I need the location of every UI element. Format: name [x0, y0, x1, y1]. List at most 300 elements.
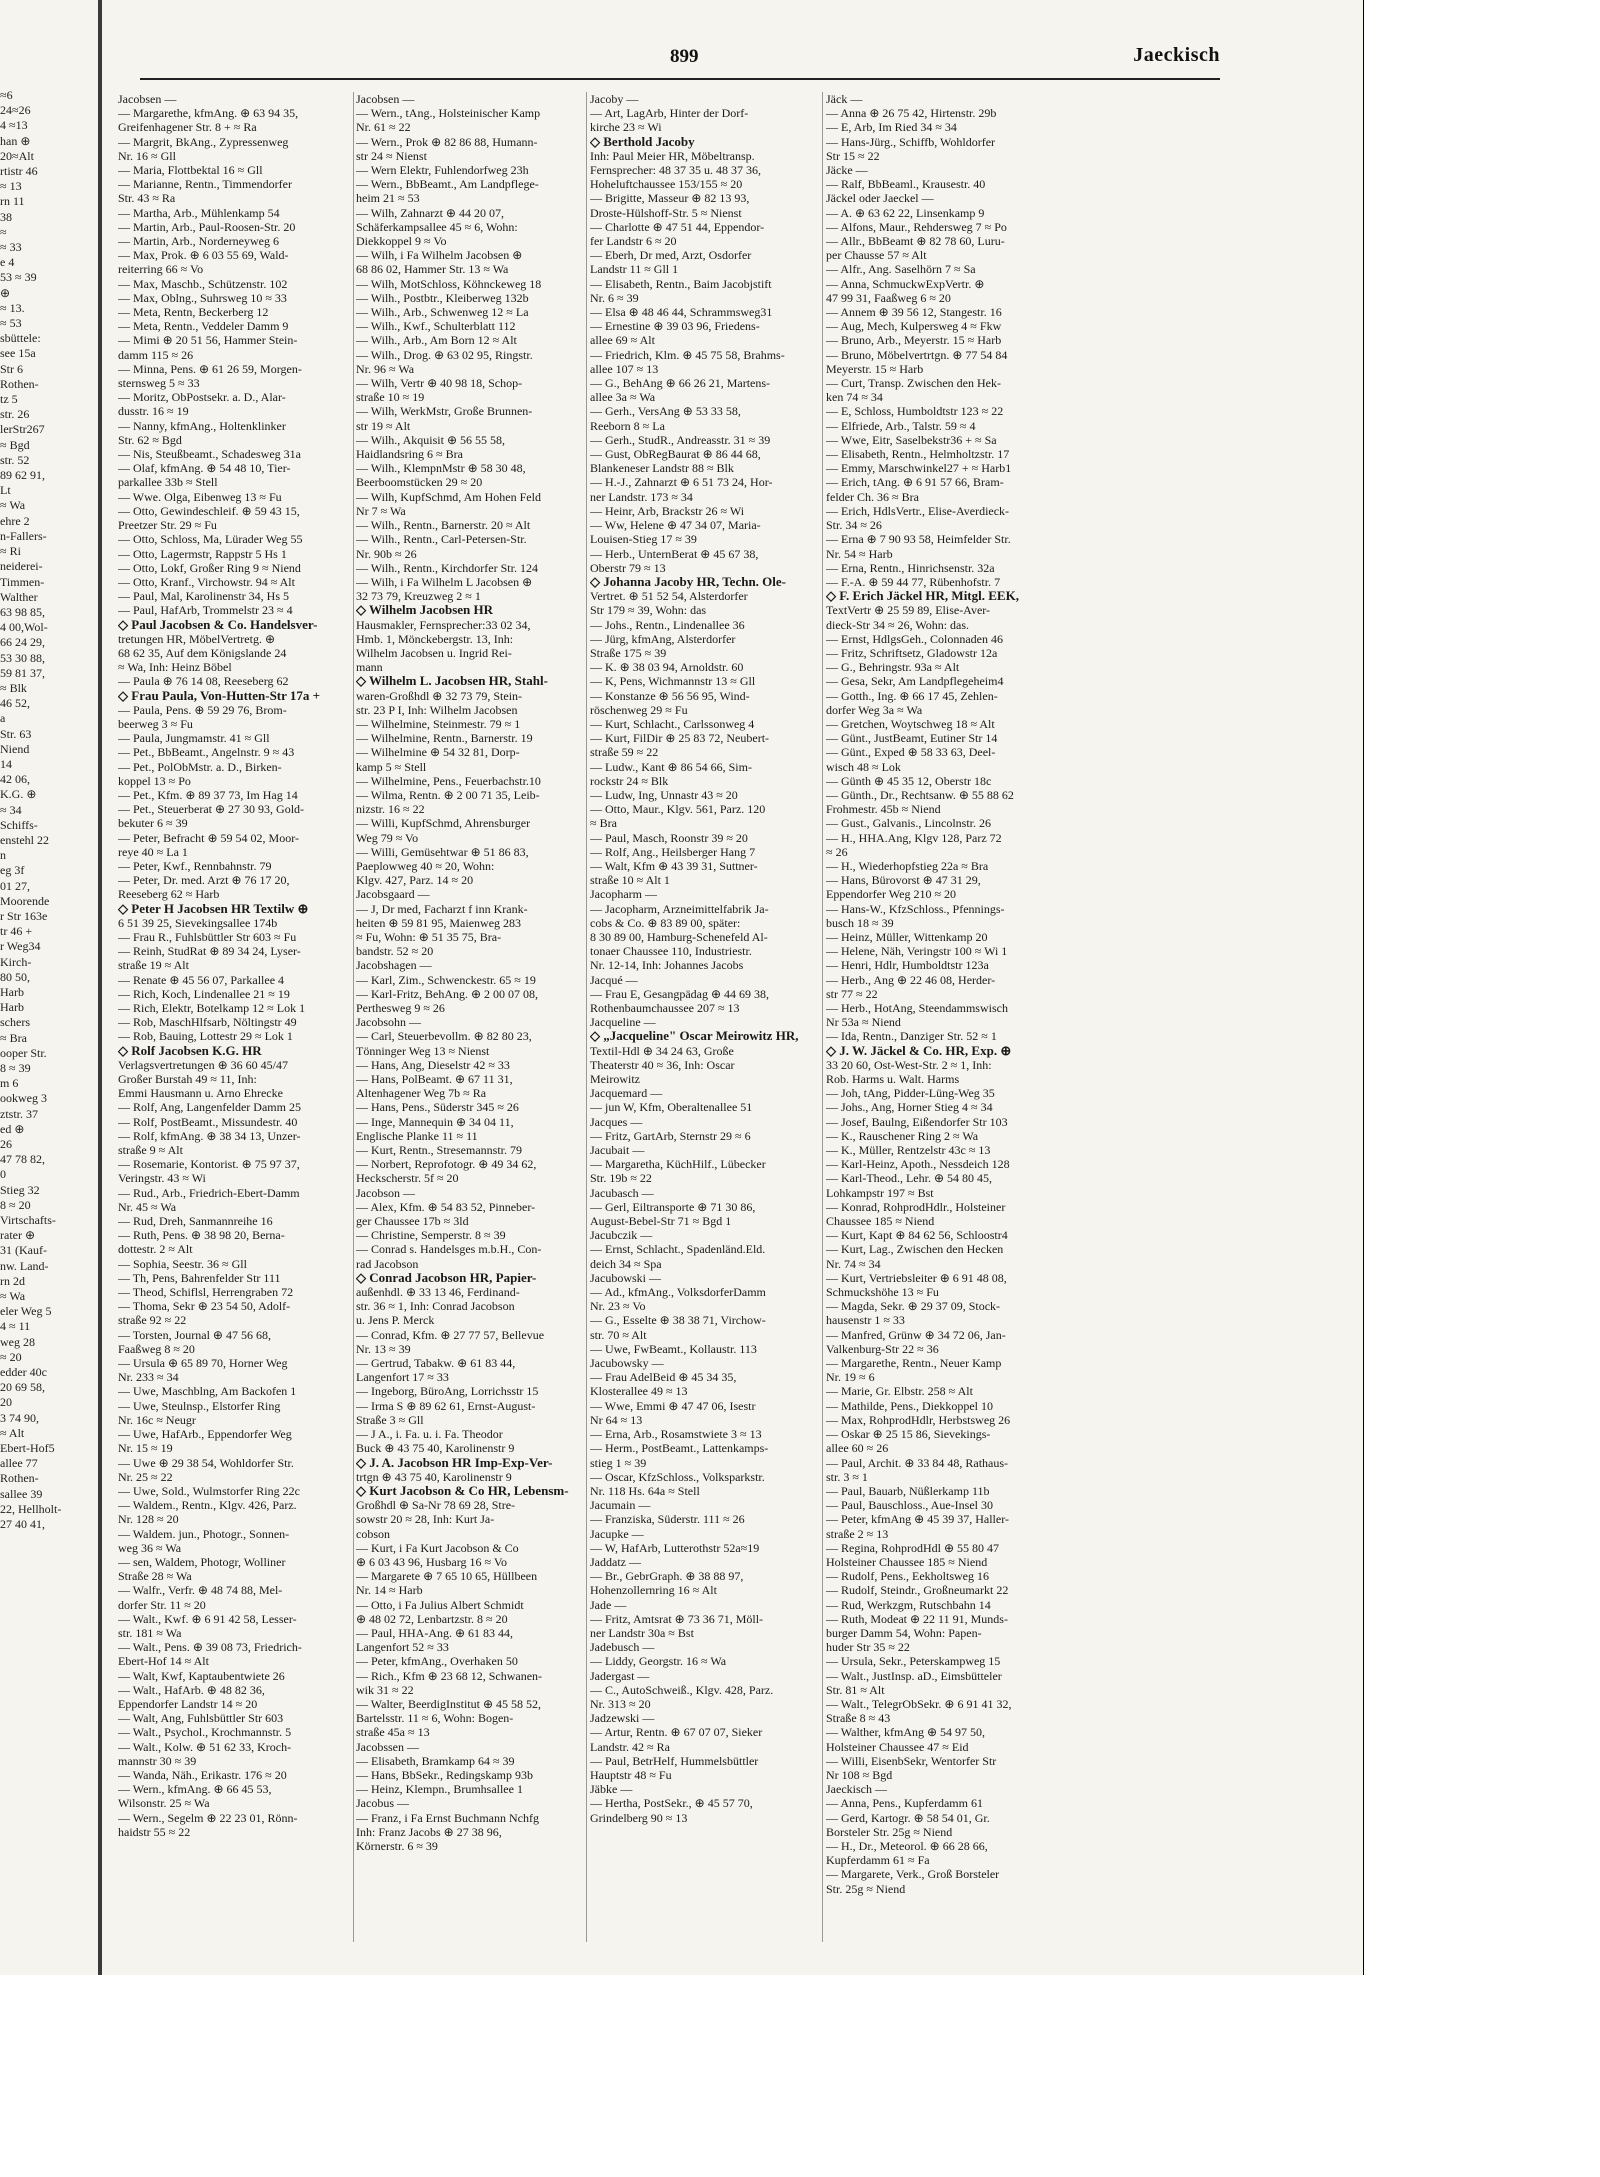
directory-line: — Heinz, Klempn., Brumhsallee 1 [356, 1782, 523, 1797]
directory-line: fer Landstr 6 ≈ 20 [590, 234, 677, 249]
directory-line: — Wanda, Näh., Erikastr. 176 ≈ 20 [118, 1767, 287, 1782]
directory-line: Altenhagener Weg 7b ≈ Ra [356, 1086, 487, 1101]
directory-line: — Josef, Baulng, Eißendorfer Str 103 [826, 1114, 1008, 1129]
directory-line: — Peter, kfmAng., Overhaken 50 [356, 1654, 518, 1669]
directory-line: — Br., GebrGraph. ⊕ 38 88 97, [590, 1569, 744, 1584]
directory-line: — Günt., Exped ⊕ 58 33 63, Deel- [826, 745, 996, 760]
directory-line: — Uwe, FwBeamt., Kollaustr. 113 [590, 1341, 757, 1356]
directory-line: dieck-Str 34 ≈ 26, Wohn: das. [826, 617, 970, 632]
edge-fragment: ≈ Wa [0, 1289, 26, 1304]
directory-line: — Walt., Kwf. ⊕ 6 91 42 58, Lesser- [118, 1611, 297, 1626]
directory-line: — Walter, BeerdigInstitut ⊕ 45 58 52, [356, 1696, 542, 1711]
directory-line: ⊕ 6 03 43 96, Husbarg 16 ≈ Vo [356, 1554, 507, 1569]
directory-line: — Erich, HdlsVertr., Elise-Averdieck- [826, 503, 1010, 518]
directory-line: Jacobson — [356, 1185, 415, 1200]
directory-line: — Konstanze ⊕ 56 56 95, Wind- [590, 688, 750, 703]
directory-line: — Wwe. Olga, Eibenweg 13 ≈ Fu [118, 489, 282, 504]
edge-fragment: Lt [0, 483, 11, 498]
edge-fragment: 0 [0, 1167, 6, 1182]
directory-line: sternsweg 5 ≈ 33 [118, 376, 200, 391]
page-gutter [98, 0, 102, 1975]
directory-line: 68 86 02, Hammer Str. 13 ≈ Wa [356, 262, 509, 277]
directory-line: sowstr 20 ≈ 28, Inh: Kurt Ja- [356, 1512, 495, 1527]
directory-line: — Hans, Ang, Dieselstr 42 ≈ 33 [356, 1057, 510, 1072]
edge-fragment: ehre 2 [0, 513, 30, 528]
directory-line: — Eberh, Dr med, Arzt, Osdorfer [590, 248, 752, 263]
edge-fragment: 4 00,Wol- [0, 620, 48, 635]
directory-line: — Irma S ⊕ 89 62 61, Ernst-August- [356, 1398, 536, 1413]
directory-line: Perthesweg 9 ≈ 26 [356, 1001, 445, 1015]
directory-line: — Wilh, i Fa Wilhelm L Jacobsen ⊕ [356, 574, 533, 589]
directory-line: — Rolf, Ang., Heilsberger Hang 7 [590, 844, 756, 859]
directory-line: — Johs., Ang, Horner Stieg 4 ≈ 34 [826, 1100, 993, 1115]
edge-fragment: Virtschafts- [0, 1213, 56, 1228]
directory-line: Ebert-Hof 14 ≈ Alt [118, 1654, 209, 1669]
directory-line: — Max, Maschb., Schützenstr. 102 [118, 276, 288, 291]
edge-fragment: ≈ 13. [0, 300, 25, 315]
directory-line: ner Landstr 30a ≈ Bst [590, 1625, 694, 1640]
directory-line: — Wilhelmine, Rentn., Barnerstr. 19 [356, 731, 533, 746]
directory-line: — Minna, Pens. ⊕ 61 26 59, Morgen- [118, 361, 302, 376]
directory-line: Str 179 ≈ 39, Wohn: das [590, 603, 707, 618]
directory-line: haidstr 55 ≈ 22 [118, 1824, 191, 1839]
directory-line: — Rudolf, Pens., Eekholtsweg 16 [826, 1569, 989, 1584]
directory-line: — Mimi ⊕ 20 51 56, Hammer Stein- [118, 333, 298, 348]
directory-line: — sen, Waldem, Photogr, Wolliner [118, 1554, 286, 1569]
directory-line: — H., Dr., Meteorol. ⊕ 66 28 66, [826, 1838, 988, 1853]
directory-line: — Johs., Rentn., Lindenallee 36 [590, 617, 745, 632]
directory-line: str. 23 P I, Inh: Wilhelm Jacobsen [356, 702, 518, 717]
directory-line: — Uwe, HafArb., Eppendorfer Weg [118, 1427, 292, 1442]
running-head: Jaeckisch [1133, 44, 1220, 66]
directory-line: — Rud, Dreh, Sanmannreihe 16 [118, 1214, 273, 1229]
directory-line: Louisen-Stieg 17 ≈ 39 [590, 532, 697, 547]
directory-line: Nr. 54 ≈ Harb [826, 546, 893, 561]
directory-line: — H.-J., Zahnarzt ⊕ 6 51 73 24, Hor- [590, 475, 773, 490]
directory-line: ≈ Bra [590, 816, 617, 831]
directory-line: Jacobsohn — [356, 1015, 421, 1030]
directory-line: Bartelsstr. 11 ≈ 6, Wohn: Bogen- [356, 1711, 514, 1726]
directory-line: — Manfred, Grünw ⊕ 34 72 06, Jan- [826, 1327, 1006, 1342]
directory-line: — Fritz, Amtsrat ⊕ 73 36 71, Möll- [590, 1611, 764, 1626]
directory-line: — Emmy, Marschwinkel27 + ≈ Harb1 [826, 461, 1012, 476]
directory-line: — Wilhelmine ⊕ 54 32 81, Dorp- [356, 745, 520, 760]
edge-fragment: ≈ Bra [0, 1030, 27, 1045]
directory-line: allee 60 ≈ 26 [826, 1441, 889, 1456]
edge-fragment: Str. 63 [0, 726, 32, 741]
directory-line: — Marianne, Rentn., Timmendorfer [118, 177, 292, 192]
directory-line: — G., BehAng ⊕ 66 26 21, Martens- [590, 376, 771, 391]
directory-line: — Norbert, Reprofotogr. ⊕ 49 34 62, [356, 1157, 537, 1172]
directory-line: — Kurt, Rentn., Stresemannstr. 79 [356, 1143, 522, 1158]
directory-line: 68 62 35, Auf dem Königslande 24 [118, 645, 287, 660]
directory-line: — Günt., JustBeamt, Eutiner Str 14 [826, 731, 998, 746]
directory-line: Tönninger Weg 13 ≈ Nienst [356, 1043, 490, 1058]
directory-line: str. 70 ≈ Alt [590, 1327, 647, 1342]
directory-line: — Margarete, Verk., Groß Borsteler [826, 1867, 1000, 1882]
edge-fragment: Walther [0, 589, 38, 604]
edge-fragment: Str 6 [0, 361, 24, 376]
directory-line: — Hertha, PostSekr., ⊕ 45 57 70, [590, 1796, 753, 1811]
directory-line: — Herb., UnternBerat ⊕ 45 67 38, [590, 546, 759, 561]
directory-line: Nr. 6 ≈ 39 [590, 290, 639, 305]
directory-line: — Hans, BbSekr., Redingskamp 93b [356, 1767, 533, 1782]
directory-line: hausenstr 1 ≈ 33 [826, 1313, 905, 1328]
directory-line: heiten ⊕ 59 81 95, Maienweg 283 [356, 915, 522, 930]
directory-line: — H., Wiederhopfstieg 22a ≈ Bra [826, 858, 989, 873]
directory-line: — Margarete ⊕ 7 65 10 65, Hüllbeen [356, 1569, 538, 1584]
directory-line: ◇ J. A. Jacobson HR Imp-Exp-Ver- [356, 1455, 553, 1470]
directory-line: — Jacopharm, Arzneimittelfabrik Ja- [590, 901, 769, 916]
edge-fragment: enstehl 22 [0, 832, 49, 847]
directory-line: Eppendorfer Landstr 14 ≈ 20 [118, 1696, 258, 1711]
directory-line: Hauptstr 48 ≈ Fu [590, 1767, 672, 1782]
directory-line: — Rob, MaschHlfsarb, Nöltingstr 49 [118, 1015, 297, 1030]
directory-line: — Gust, ObRegBaurat ⊕ 86 44 68, [590, 447, 761, 462]
directory-line: außenhdl. ⊕ 33 13 46, Ferdinand- [356, 1285, 520, 1300]
directory-line: — Frau AdelBeid ⊕ 45 34 35, [590, 1370, 737, 1385]
directory-line: — Inge, Mannequin ⊕ 34 04 11, [356, 1114, 514, 1129]
directory-line: Frohmestr. 45b ≈ Niend [826, 802, 941, 817]
directory-line: — K., Müller, Rentzelstr 43c ≈ 13 [826, 1143, 991, 1158]
directory-line: Str. 43 ≈ Ra [118, 191, 176, 206]
directory-line: — Anna ⊕ 26 75 42, Hirtenstr. 29b [826, 106, 997, 121]
directory-line: — Rich., Kfm ⊕ 23 68 12, Schwanen- [356, 1668, 543, 1683]
directory-line: bekuter 6 ≈ 39 [118, 816, 188, 831]
directory-line: — Rolf, kfmAng. ⊕ 38 34 13, Unzer- [118, 1128, 301, 1143]
directory-line: Meirowitz [590, 1072, 640, 1087]
directory-line: — Peter, kfmAng ⊕ 45 39 37, Haller- [826, 1512, 1009, 1527]
directory-line: ken 74 ≈ 34 [826, 390, 883, 405]
directory-line: — Margarethe, kfmAng. ⊕ 63 94 35, [118, 106, 299, 121]
directory-line: mannstr 30 ≈ 39 [118, 1753, 197, 1768]
directory-line: Schmuckshöhe 13 ≈ Fu [826, 1285, 939, 1300]
directory-line: Vertret. ⊕ 51 52 54, Alsterdorfer [590, 589, 748, 604]
edge-fragment: ≈ [0, 224, 7, 239]
edge-fragment: 24≈26 [0, 103, 31, 118]
directory-line: — Anna, SchmuckwExpVertr. ⊕ [826, 276, 985, 291]
directory-line: — Erna, Rentn., Hinrichsenstr. 32a [826, 560, 995, 575]
directory-line: Straße 3 ≈ Gll [356, 1412, 424, 1427]
directory-line: Jadebusch — [590, 1640, 655, 1655]
directory-line: Holsteiner Chaussee 185 ≈ Niend [826, 1554, 988, 1569]
edge-fragment: n [0, 848, 6, 863]
directory-line: Nr. 25 ≈ 22 [118, 1469, 173, 1484]
directory-line: — A. ⊕ 63 62 22, Linsenkamp 9 [826, 205, 985, 220]
directory-line: — Ludw, Ing, Unnastr 43 ≈ 20 [590, 787, 738, 802]
directory-line: Nr. 96 ≈ Wa [356, 361, 415, 376]
directory-line: — Rolf, PostBeamt., Missundestr. 40 [118, 1114, 298, 1129]
edge-fragment: 8 ≈ 39 [0, 1061, 31, 1075]
directory-line: wisch 48 ≈ Lok [826, 759, 901, 774]
edge-fragment: ≈ Wa [0, 498, 26, 513]
page-header [140, 40, 1220, 70]
edge-fragment: 3 74 90, [0, 1410, 39, 1425]
edge-fragment: ≈ 13 [0, 179, 22, 194]
directory-line: — Erna ⊕ 7 90 93 58, Heimfelder Str. [826, 532, 1011, 547]
directory-line: — Joh, tAng, Pidder-Lüng-Weg 35 [826, 1086, 995, 1101]
directory-line: straße 92 ≈ 22 [118, 1313, 187, 1328]
directory-line: — Günth., Dr., Rechtsanw. ⊕ 55 88 62 [826, 787, 1014, 802]
directory-line: — Wilh, MotSchloss, Köhnckeweg 18 [356, 276, 542, 291]
edge-fragment: ≈ Bgd [0, 437, 30, 452]
directory-line: Jacubasch — [590, 1185, 654, 1200]
directory-line: — Paul, Archit. ⊕ 33 84 48, Rathaus- [826, 1455, 1009, 1470]
directory-line: Beerboomstücken 29 ≈ 20 [356, 475, 483, 490]
directory-line: — Wwe, Eitr, Saselbekstr36 + ≈ Sa [826, 432, 997, 447]
directory-line: Jäck — [826, 92, 863, 106]
directory-line: ◇ J. W. Jäckel & Co. HR, Exp. ⊕ [826, 1043, 1012, 1058]
column-divider [822, 92, 823, 1942]
directory-line: Jacquemard — [590, 1086, 663, 1101]
directory-line: — Aug, Mech, Kulpersweg 4 ≈ Fkw [826, 319, 1002, 334]
directory-line: straße 9 ≈ Alt [118, 1143, 183, 1158]
directory-line: — Rolf, Ang, Langenfelder Damm 25 [118, 1100, 301, 1115]
directory-line: Verlagsvertretungen ⊕ 36 60 45/47 [118, 1057, 289, 1072]
directory-line: Str. 25g ≈ Niend [826, 1881, 906, 1896]
edge-fragment: Ebert-Hof5 [0, 1441, 55, 1456]
directory-line: Veringstr. 43 ≈ Wi [118, 1171, 206, 1186]
directory-line: Jacqueline — [590, 1015, 656, 1030]
directory-line: 32 73 79, Kreuzweg 2 ≈ 1 [356, 589, 481, 604]
directory-line: Nr. 19 ≈ 6 [826, 1370, 875, 1385]
directory-line: allee 107 ≈ 13 [590, 361, 659, 376]
edge-fragment: 01 27, [0, 878, 30, 893]
directory-line: — Hans, Bürovorst ⊕ 47 31 29, [826, 873, 981, 888]
directory-line: — Conrad s. Handelsges m.b.H., Con- [356, 1242, 542, 1257]
directory-line: — Wern., kfmAng. ⊕ 66 45 53, [118, 1782, 272, 1797]
edge-fragment: 53 ≈ 39 [0, 270, 37, 285]
directory-line: — Peter, Befracht ⊕ 59 54 02, Moor- [118, 830, 299, 845]
directory-line: 8 30 89 00, Hamburg-Schenefeld Al- [590, 929, 768, 944]
column-1 [118, 92, 350, 1952]
edge-fragment: Schiffs- [0, 817, 38, 832]
edge-fragment: 22, Hellholt- [0, 1501, 62, 1516]
directory-line: Heckscherstr. 5f ≈ 20 [356, 1171, 459, 1186]
directory-line: — Maria, Flottbektal 16 ≈ Gll [118, 163, 263, 178]
directory-line: — Kurt, Schlacht., Carlssonweg 4 [590, 716, 755, 731]
edge-fragment: Harb [0, 984, 24, 999]
directory-line: — Wern., Segelm ⊕ 22 23 01, Rönn- [118, 1810, 298, 1825]
directory-line: — Rosemarie, Kontorist. ⊕ 75 97 37, [118, 1157, 300, 1172]
directory-line: reye 40 ≈ La 1 [118, 844, 188, 859]
directory-line: — Karl-Theod., Lehr. ⊕ 54 80 45, [826, 1171, 993, 1186]
directory-line: — Willi, KupfSchmd, Ahrensburger [356, 816, 531, 831]
directory-line: — Paul, Masch, Roonstr 39 ≈ 20 [590, 830, 748, 845]
directory-line: — Wern., BbBeamt., Am Landpflege- [356, 177, 539, 192]
edge-fragment: 42 06, [0, 772, 30, 787]
directory-line: — Wilh, Vertr ⊕ 40 98 18, Schop- [356, 376, 523, 391]
directory-line: — Günth ⊕ 45 35 12, Oberstr 18c [826, 773, 992, 788]
directory-line: ◇ Peter H Jacobsen HR Textilw ⊕ [118, 901, 309, 916]
directory-line: — Wilhelmine, Pens., Feuerbachstr.10 [356, 773, 541, 788]
directory-line: — Wilma, Rentn. ⊕ 2 00 71 35, Leib- [356, 787, 540, 802]
directory-line: — Karl, Zim., Schwenckestr. 65 ≈ 19 [356, 972, 536, 987]
directory-line: Jäbke — [590, 1782, 633, 1797]
directory-line: — Ursula, Sekr., Peterskampweg 15 [826, 1654, 1001, 1669]
directory-line: — Otto, Maur., Klgv. 561, Parz. 120 [590, 802, 766, 817]
directory-line: — Wilh., KlempnMstr ⊕ 58 30 48, [356, 461, 526, 476]
directory-line: stieg 1 ≈ 39 [590, 1455, 647, 1470]
directory-line: — Kurt, FilDir ⊕ 25 83 72, Neubert- [590, 731, 770, 746]
directory-line: — Kurt, Kapt ⊕ 84 62 56, Schloostr4 [826, 1228, 1008, 1243]
edge-fragment: han ⊕ [0, 133, 31, 148]
directory-line: — Wern., tAng., Holsteinischer Kamp [356, 106, 541, 121]
directory-line: — Walt., Pens. ⊕ 39 08 73, Friedrich- [118, 1640, 302, 1655]
directory-line: Nr. 16c ≈ Neugr [118, 1412, 196, 1427]
edge-fragment: weg 28 [0, 1334, 35, 1349]
directory-line: — Gerh., StudR., Andreasstr. 31 ≈ 39 [590, 432, 771, 447]
directory-line: — Margaretha, KüchHilf., Lübecker [590, 1157, 766, 1172]
directory-line: Jacubczik — [590, 1228, 653, 1243]
edge-fragment: r Weg34 [0, 939, 41, 954]
directory-line: Nr. 16 ≈ Gll [118, 148, 176, 163]
directory-line: rad Jacobson [356, 1256, 419, 1271]
directory-line: — Wwe, Emmi ⊕ 47 47 06, Isestr [590, 1398, 756, 1413]
edge-fragment: Moorende [0, 893, 50, 908]
directory-line: — Sophia, Seestr. 36 ≈ Gll [118, 1256, 247, 1271]
directory-line: str. 3 ≈ 1 [826, 1469, 868, 1484]
directory-line: — Gretchen, Woytschweg 18 ≈ Alt [826, 716, 995, 731]
edge-fragment: allee 77 [0, 1456, 38, 1471]
directory-line: Jacumain — [590, 1498, 651, 1513]
directory-line: — Renate ⊕ 45 56 07, Parkallee 4 [118, 972, 285, 987]
directory-line: — Wilh, WerkMstr, Große Brunnen- [356, 404, 533, 419]
directory-line: — Mathilde, Pens., Diekkoppel 10 [826, 1398, 993, 1413]
directory-line: — Meta, Rentn., Veddeler Damm 9 [118, 319, 289, 334]
directory-line: nizstr. 16 ≈ 22 [356, 802, 425, 817]
directory-line: — Waldem., Rentn., Klgv. 426, Parz. [118, 1498, 297, 1513]
directory-line: — H., HHA.Ang, Klgv 128, Parz 72 [826, 830, 1002, 845]
directory-line: Straße 28 ≈ Wa [118, 1569, 192, 1584]
directory-line: ◇ Frau Paula, Von-Hutten-Str 17a + [118, 688, 321, 703]
directory-line: Paeplowweg 40 ≈ 20, Wohn: [356, 858, 495, 873]
edge-fragment: Rothen- [0, 1471, 39, 1486]
directory-line: — Oscar, KfzSchloss., Volksparkstr. [590, 1469, 765, 1484]
directory-line: Körnerstr. 6 ≈ 39 [356, 1838, 438, 1853]
directory-line: Nr. 90b ≈ 26 [356, 546, 417, 561]
directory-line: str. 181 ≈ Wa [118, 1625, 182, 1640]
directory-line: — Wilh, KupfSchmd, Am Hohen Feld [356, 489, 541, 504]
directory-line: Emmi Hausmann u. Arno Ehrecke [118, 1086, 283, 1101]
directory-line: Wilhelm Jacobsen u. Ingrid Rei- [356, 645, 512, 660]
directory-line: dottestr. 2 ≈ Alt [118, 1242, 193, 1257]
directory-line: Preetzer Str. 29 ≈ Fu [118, 518, 217, 533]
directory-line: huder Str 35 ≈ 22 [826, 1640, 910, 1655]
directory-line: Faaßweg 8 ≈ 20 [118, 1341, 195, 1356]
directory-line: straße 2 ≈ 13 [826, 1526, 889, 1541]
directory-line: Nr. 74 ≈ 34 [826, 1256, 881, 1271]
directory-line: damm 115 ≈ 26 [118, 347, 194, 362]
directory-line: str 77 ≈ 22 [826, 986, 878, 1001]
directory-line: straße 59 ≈ 22 [590, 745, 659, 760]
directory-line: — Willi, Gemüsehtwar ⊕ 51 86 83, [356, 844, 529, 859]
directory-line: — Paul, Bauschloss., Aue-Insel 30 [826, 1498, 993, 1513]
directory-line: ◇ Wilhelm L. Jacobsen HR, Stahl- [356, 674, 548, 689]
directory-line: reiterring 66 ≈ Vo [118, 262, 204, 277]
directory-line: — Conrad, Kfm. ⊕ 27 77 57, Bellevue [356, 1327, 545, 1342]
directory-line: rockstr 24 ≈ Blk [590, 773, 669, 788]
directory-line: — Paula ⊕ 76 14 08, Reeseberg 62 [118, 674, 289, 689]
directory-line: — Marie, Gr. Elbstr. 258 ≈ Alt [826, 1384, 973, 1399]
directory-line: — Gesa, Sekr, Am Landpflegeheim4 [826, 674, 1004, 689]
directory-line: — Rudolf, Steindr., Großneumarkt 22 [826, 1583, 1009, 1598]
directory-line: Str. 34 ≈ 26 [826, 518, 882, 533]
directory-line: Straße 175 ≈ 39 [590, 645, 667, 660]
directory-line: August-Bebel-Str 71 ≈ Bgd 1 [590, 1214, 732, 1229]
directory-line: Schäferkampsallee 45 ≈ 6, Wohn: [356, 219, 518, 234]
directory-line: — Elisabeth, Rentn., Baim Jacobjstift [590, 276, 772, 291]
directory-line: — Elsa ⊕ 48 46 44, Schrammsweg31 [590, 305, 773, 320]
edge-fragment: 20 [0, 1395, 12, 1410]
column-2 [356, 92, 582, 1952]
directory-line: Str. 62 ≈ Bgd [118, 432, 182, 447]
directory-line: — Elisabeth, Bramkamp 64 ≈ 39 [356, 1753, 515, 1768]
directory-line: straße 19 ≈ Alt [118, 958, 189, 973]
directory-line: cobson [356, 1526, 390, 1541]
directory-line: Inh: Franz Jacobs ⊕ 27 38 96, [356, 1824, 502, 1839]
directory-line: allee 69 ≈ Alt [590, 333, 655, 348]
directory-line: — Martin, Arb., Paul-Roosen-Str. 20 [118, 219, 296, 234]
directory-line: — Anna, Pens., Kupferdamm 61 [826, 1796, 983, 1811]
directory-line: — Paul, Bauarb, Nüßlerkamp 11b [826, 1483, 990, 1498]
directory-line: busch 18 ≈ 39 [826, 915, 894, 930]
directory-line: Reeseberg 62 ≈ Harb [118, 887, 220, 902]
edge-fragment: 4 ≈13 [0, 118, 28, 133]
edge-fragment: r Str 163e [0, 908, 48, 923]
directory-line: allee 3a ≈ Wa [590, 390, 656, 405]
edge-fragment: 26 [0, 1137, 12, 1152]
directory-line: Wilsonstr. 25 ≈ Wa [118, 1796, 210, 1811]
directory-line: Straße 8 ≈ 43 [826, 1711, 891, 1726]
directory-line: — Hans-Jürg., Schiffb, Wohldorfer [826, 134, 996, 149]
edge-fragment: e 4 [0, 255, 15, 270]
directory-line: Jacques — [590, 1114, 643, 1129]
edge-fragment: 27 40 41, [0, 1517, 45, 1532]
edge-fragment: tz 5 [0, 392, 18, 407]
directory-line: straße 10 ≈ 19 [356, 390, 425, 405]
directory-line: — Ww, Helene ⊕ 47 34 07, Maria- [590, 518, 761, 533]
directory-line: Meyerstr. 15 ≈ Harb [826, 361, 924, 376]
directory-line: Jacubowsky — [590, 1356, 664, 1371]
directory-line: — Ruth, Pens. ⊕ 38 98 20, Berna- [118, 1228, 285, 1243]
directory-line: Jadergast — [590, 1668, 650, 1683]
directory-line: — Otto, Kranf., Virchowstr. 94 ≈ Alt [118, 574, 295, 589]
directory-line: — Wilh., Drog. ⊕ 63 02 95, Ringstr. [356, 347, 533, 362]
directory-line: — Max, RohprodHdlr, Herbstsweg 26 [826, 1412, 1011, 1427]
directory-line: — Willi, EisenbSekr, Wentorfer Str [826, 1753, 997, 1768]
directory-line: Greifenhagener Str. 8 + ≈ Ra [118, 120, 257, 135]
directory-line: — Pet., Steuerberat ⊕ 27 30 93, Gold- [118, 802, 305, 817]
header-rule [140, 78, 1220, 80]
directory-line: — Ludw., Kant ⊕ 86 54 66, Sim- [590, 759, 752, 774]
directory-line: weg 36 ≈ Wa [118, 1540, 182, 1555]
edge-fragment: 66 24 29, [0, 635, 45, 650]
directory-line: Buck ⊕ 43 75 40, Karolinenstr 9 [356, 1441, 515, 1456]
directory-line: — Ralf, BbBeaml., Krausestr. 40 [826, 177, 986, 192]
directory-line: — Konrad, RohprodHdlr., Holsteiner [826, 1199, 1006, 1214]
directory-line: — Alfr., Ang. Saselhörn 7 ≈ Sa [826, 262, 976, 277]
directory-line: röschenweg 29 ≈ Fu [590, 702, 688, 717]
edge-fragment: neiderei- [0, 559, 43, 574]
directory-line: — Wern Elektr, Fuhlendorfweg 23h [356, 163, 529, 178]
directory-line: burger Damm 54, Wohn: Papen- [826, 1625, 982, 1640]
directory-line: — Olaf, kfmAng. ⊕ 54 48 10, Tier- [118, 461, 291, 476]
directory-line: — E, Schloss, Humboldtstr 123 ≈ 22 [826, 404, 1004, 419]
directory-line: — W, HafArb, Lutterothstr 52a≈19 [590, 1540, 760, 1555]
directory-line: ◇ Paul Jacobsen & Co. Handelsver- [118, 617, 318, 632]
directory-line: ◇ Berthold Jacoby [590, 134, 695, 149]
